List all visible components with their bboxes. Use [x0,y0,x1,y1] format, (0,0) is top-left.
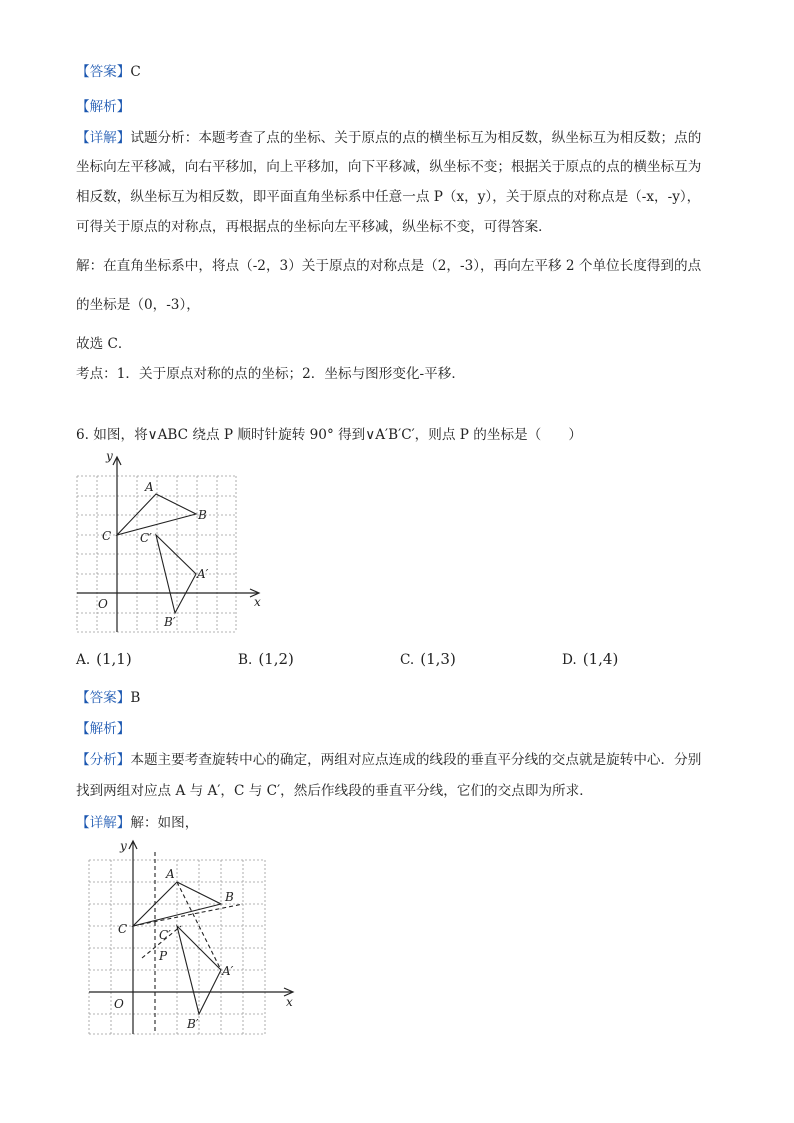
label-a-prime: A′ [197,567,209,581]
choice-c-value: (1,3) [420,650,456,668]
solution-label-a: A [166,867,175,881]
analysis-2-line-2: 找到两组对应点 A 与 A′，C 与 C′，然后作线段的垂直平分线，它们的交点即为所求． [76,783,593,799]
detail-2-line [76,813,726,833]
detail-text-1: 试题分析：本题考查了点的坐标、关于原点的点的横坐标互为相反数，纵坐标互为相反数；点的 [130,130,702,146]
x-axis-label: x [254,595,261,609]
label-b-prime: B′ [164,615,176,629]
answer-2-line [76,688,726,708]
analysis-2-line-1 [76,750,726,770]
solution-x-axis-label: x [286,995,293,1009]
label-a: A [145,480,154,494]
answer-value: C [130,64,141,80]
detail-line-4: 可得关于原点的对称点，再根据点的坐标向左平移减，纵坐标不变，可得答案． [76,219,552,235]
solution-y-axis-label: y [120,839,127,853]
choice-d-letter: D. [562,652,577,668]
label-c: C [102,529,112,543]
analysis-2-heading [76,719,726,739]
solution-label-b: B [225,890,234,904]
choice-a-letter: A. [76,652,91,668]
solution-label-c-prime: C′ [159,928,171,942]
answer-2-bracket: 【答案】 [76,690,131,706]
figure-triangles [117,494,196,613]
solution-figure [86,838,298,1038]
solution-line-4: 考点：1．关于原点对称的点的坐标；2．坐标与图形变化-平移． [76,366,465,382]
origin-label: O [98,597,108,611]
detail-line-2: 坐标向左平移减，向右平移加，向上平移加，向下平移减，纵坐标不变；根据关于原点的点的横坐标互为 [76,159,702,175]
label-b: B [198,508,207,522]
solution-label-c: C [118,922,128,936]
analysis-2-text-bracket: 【分析】 [76,752,131,768]
choice-a[interactable] [76,650,132,668]
choice-d-value: (1,4) [582,650,619,668]
solution-label-p: P [159,949,168,963]
solution-figure-construction [133,852,243,1034]
solution-label-a-prime: A′ [222,964,234,978]
analysis-2-bracket: 【解析】 [76,721,131,737]
solution-label-b-prime: B′ [187,1017,199,1031]
choice-c[interactable] [400,650,456,668]
answer-2-value: B [130,690,141,706]
question-figure [74,452,264,636]
choice-c-letter: C. [400,652,415,668]
solution-origin-label: O [114,997,124,1011]
analysis-2-text-1: 本题主要考查旋转中心的确定，两组对应点连成的线段的垂直平分线的交点就是旋转中心．分别 [130,752,702,768]
detail-line-1 [76,128,726,148]
solution-line-1: 解：在直角坐标系中，将点（-2，3）关于原点的对称点是（2，-3），再向左平移 2 个单位长度得到的点 [76,258,702,274]
question-6-text: 6. 如图，将∨ABC 绕点 P 顺时针旋转 90° 得到∨A′B′C′，则点 P 的坐标是（ ） [76,427,583,443]
choice-b-letter: B. [238,652,253,668]
choice-a-value: (1,1) [96,650,132,668]
detail-2-text: 解：如图， [130,815,199,831]
analysis-heading [76,97,726,117]
solution-line-2: 的坐标是（0，-3）， [76,297,200,313]
answer-bracket: 【答案】 [76,64,131,80]
choice-b[interactable] [238,650,294,668]
choice-b-value: (1,2) [258,650,294,668]
solution-line-3: 故选 C． [76,336,132,352]
label-c-prime: C′ [140,531,152,545]
answer-line [76,62,726,82]
detail-bracket: 【详解】 [76,130,131,146]
detail-2-bracket: 【详解】 [76,815,131,831]
analysis-bracket: 【解析】 [76,99,131,115]
y-axis-label: y [106,452,113,463]
detail-line-3: 相反数，纵坐标互为相反数，即平面直角坐标系中任意一点 P（x，y），关于原点的对称点是（-x，-y）， [76,189,701,205]
choice-d[interactable] [562,650,618,668]
